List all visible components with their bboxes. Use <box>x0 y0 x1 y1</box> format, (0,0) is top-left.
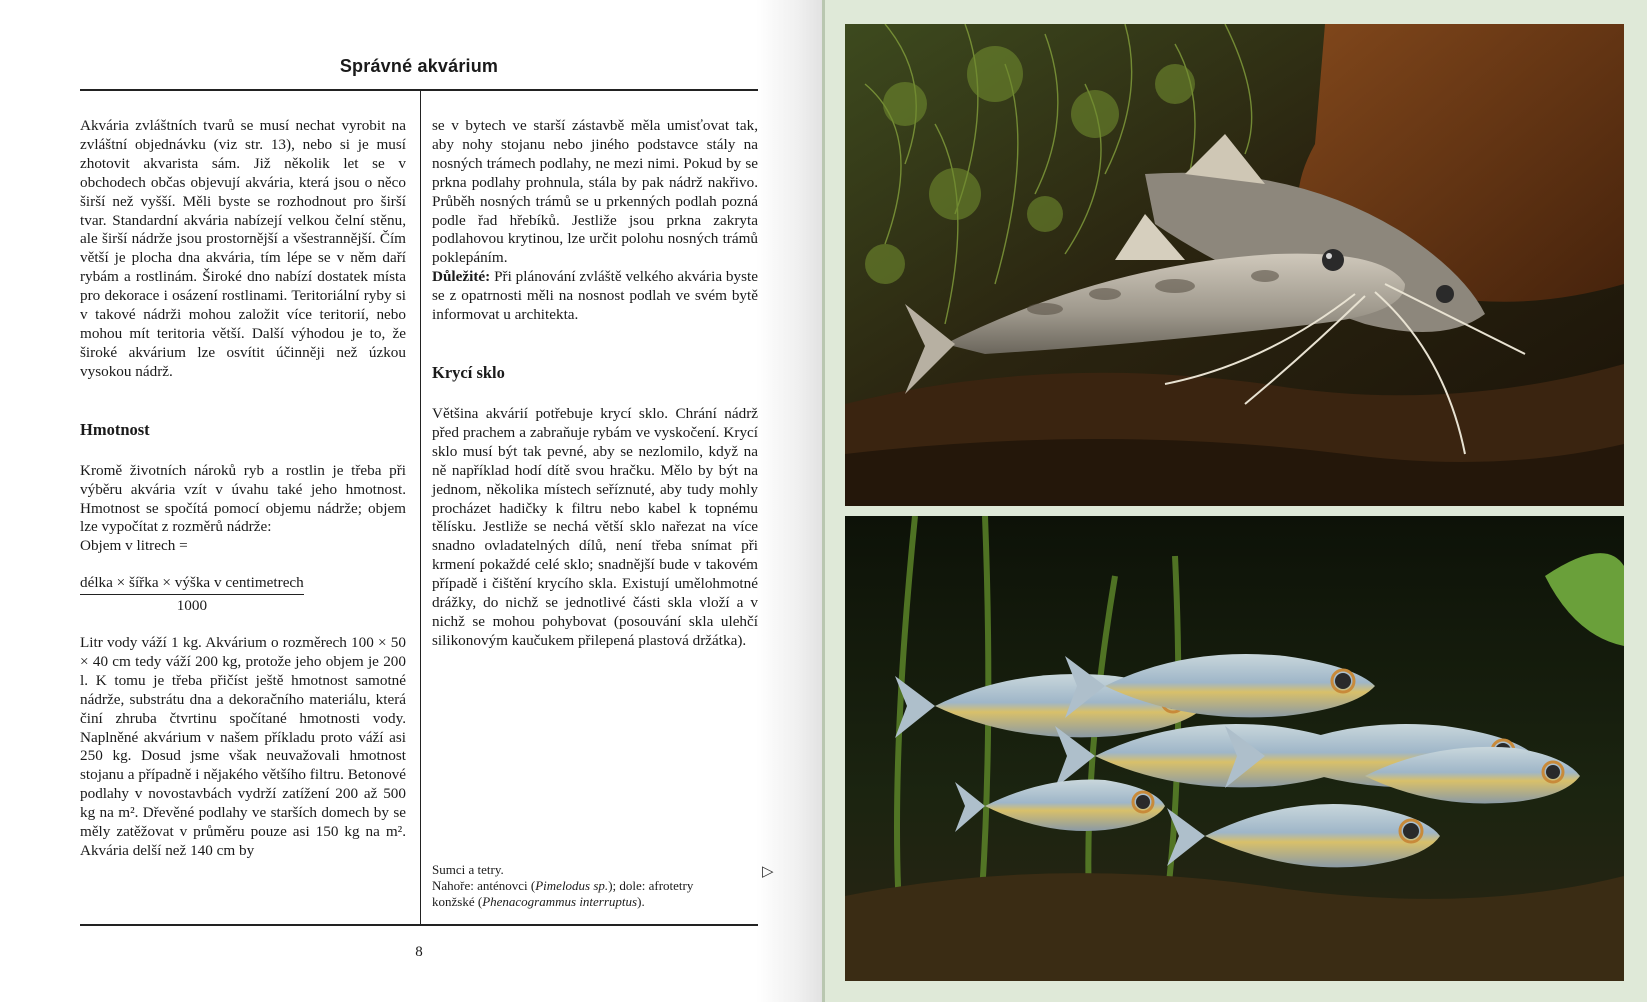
cover-glass-paragraph: Většina akvárií potřebuje krycí sklo. Chrání nádrž před prachem a zabraňuje rybám ve vyskočení. Krycí sklo musí být tak pevné, aby se nezlomilo, když na ně například hodí dítě svou hračku. Mělo by být na jednom, několika místech seříznuté, aby tudy mohly procházet hadičky k filtru nebo kabel k topnému tělísku. Jestliže se nechá větší sklo nařezat na více snadno ovladatelných dílů, není třeba snímat při krmení pokaždé celé sklo; snadnější bude v takovém případě i čištění krycího skla. Existují umělohmotné drážky, do nichž se jednotlivé části skla vloží a v nichž se mohou pohybovat (posouvání skla ulehčí silikonovým kaučukem přilepená plastová držátka). <box>432 404 758 649</box>
running-head: Správné akvárium <box>339 56 499 76</box>
important-label: Důležité: <box>432 268 491 286</box>
species-name: Pimelodus sp. <box>535 878 609 893</box>
beams-paragraph: se v bytech ve starší zástavbě měla umisťovat tak, aby nohy stojanu nebo jiného podstavce stály na nosných trámech podlahy, ne mezi nimi. Pokud by se prkna podlahy prohnula, stála by pak nádrž nakřivo. Průběh nosných trámů se u prkenných podlah pozná podle řad hřebíků. Jestliže jsou prkna zakryta podlahovou krytinou, lze určit polohu nosných trámů poklepáním. <box>432 117 758 267</box>
species-name: Phenacogrammus interruptus <box>482 894 638 909</box>
formula-label: Objem v litrech = <box>80 537 188 555</box>
photo-caption <box>432 862 772 910</box>
page-number: 8 <box>415 944 423 960</box>
load-paragraph: Litr vody váží 1 kg. Akvárium o rozměrech 100 × 50 × 40 cm tedy váží 200 kg, protože jeho objem je 200 l. K tomu je třeba přičíst ještě hmotnost samotné nádrže, substrátu dna a dekoračního materiálu, která činí zhruba čtvrtinu spočítané hmotnosti vody. Naplněné akvárium v našem příkladu proto váží asi 250 kg. Dosud jsme však neuvažovali hmotnost stojanu a případně i nějakého většího filtru. Betonové podlahy v novostavbách vydrží zatížení 200 až 500 kg na m². Dřevěné podlahy ve starších domech by se měly zatěžovat v průměru pouze asi 150 kg na m². Akvária delší než 140 cm by <box>80 634 406 859</box>
caption-text: ); dole: afrotetry <box>608 878 694 893</box>
weight-paragraph: Kromě životních nároků ryb a rostlin je třeba při výběru akvária vzít v úvahu také jeho hmotnost. Hmotnost se spočítá pomocí objemu nádrže; objem lze vypočítat z rozměrů nádrže: <box>80 461 406 536</box>
formula-numerator: délka × šířka × výška v centimetrech <box>80 574 304 595</box>
caption-text: ). <box>637 894 645 909</box>
caption-text: konžské ( <box>432 894 483 909</box>
catfish-photo <box>845 24 1624 506</box>
section-heading-kryci-sklo: Krycí sklo <box>432 362 505 382</box>
header-rule <box>80 89 758 91</box>
section-heading-hmotnost: Hmotnost <box>80 419 150 439</box>
important-note <box>432 268 758 325</box>
right-page <box>822 0 1647 1002</box>
column-divider <box>420 90 421 926</box>
formula-denominator: 1000 <box>176 597 208 615</box>
caption-line-2 <box>432 878 772 894</box>
left-page <box>0 0 822 1002</box>
left-column <box>80 117 406 861</box>
triangle-right-icon: ▷ <box>762 862 774 880</box>
important-text: Při plánování zvláště velkého akvária byste se z opatrnosti měli na nosnost podlah ve svém bytě informovat u architekta. <box>432 268 758 324</box>
right-column <box>432 117 758 651</box>
caption-line-1: Sumci a tetry. <box>432 862 504 877</box>
intro-paragraph: Akvária zvláštních tvarů se musí nechat vyrobit na zvláštní objednávku (viz str. 13), nebo si je musí zhotovit akvarista sám. Již několik let se v obchodech občas objevují akvária, která jsou o něco širší než vyšší. Měli byste se rozhodnout pro širší tvar. Standardní akvária nabízejí velkou čelní stěnu, ale širší nádrže jsou prostornější a všestrannější. Čím větší je plocha dna akvária, tím lépe se v něm daří rybám a rostlinám. Široké dno nabízí dostatek místa pro dekorace i osázení rostlinami. Teritoriální ryby si v takové nádrži mohou založit více teritorií, nebo mohou mít teritoria větší. Další výhodou je to, že široké akvárium lze osvítit účinněji než úzkou vysokou nádrž. <box>80 117 406 380</box>
volume-formula <box>80 574 304 616</box>
tetras-photo <box>845 516 1624 981</box>
caption-text: Nahoře: anténovci ( <box>432 878 536 893</box>
caption-line-3 <box>432 894 772 910</box>
footer-rule <box>80 924 758 926</box>
